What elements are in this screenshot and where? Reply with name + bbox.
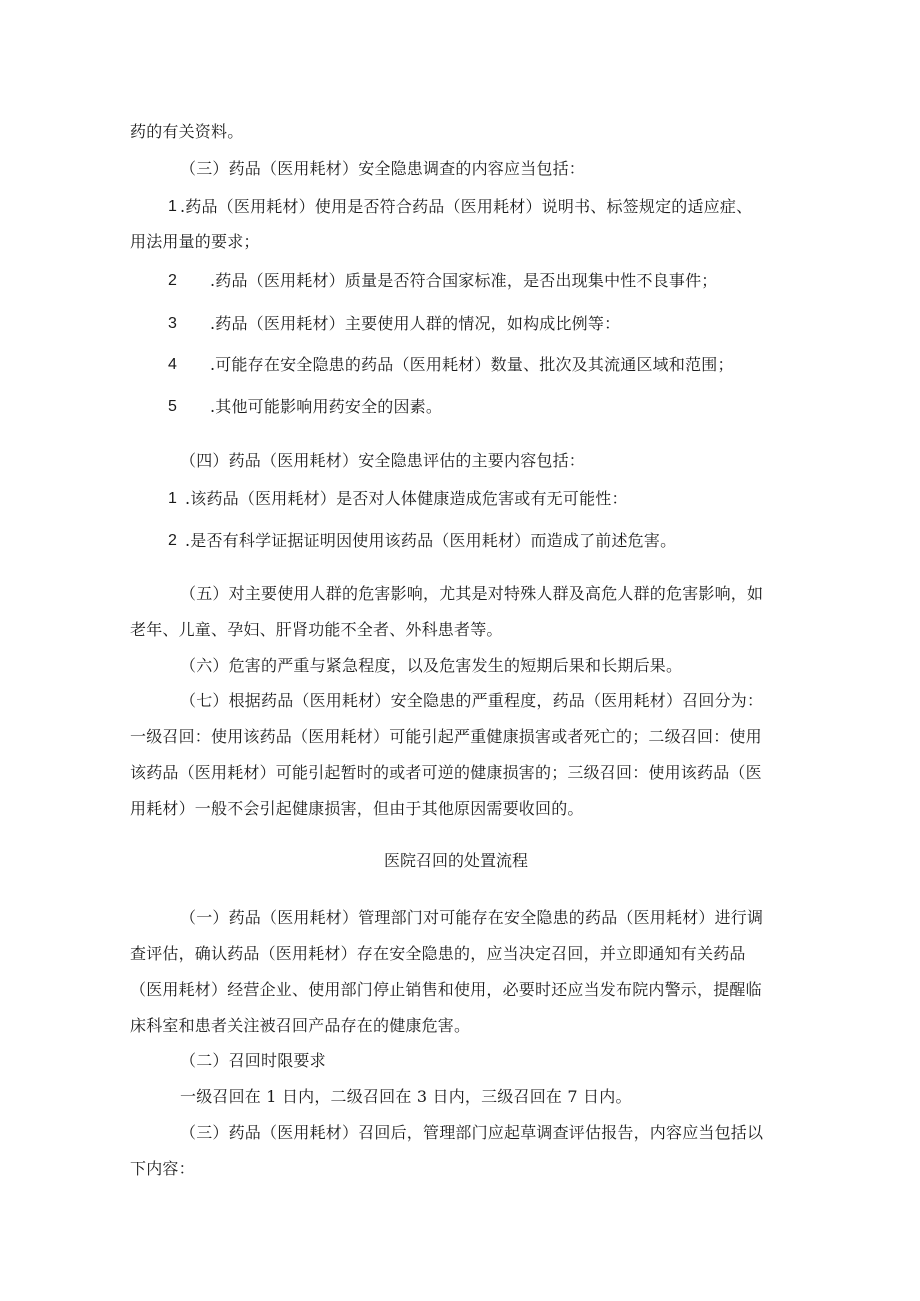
paragraph-seven-line2: 一级召回：使用该药品（医用耗材）可能引起严重健康损害或者死亡的；二级召回：使用 xyxy=(130,727,762,746)
list-item-number: 2 xyxy=(168,532,177,549)
paragraph-seven-line3: 该药品（医用耗材）可能引起暂时的或者可逆的健康损害的；三级召回：使用该药品（医 xyxy=(130,763,762,782)
list-item-number: 5 xyxy=(168,398,177,415)
process-paragraph-two: （二）召回时限要求 xyxy=(180,1051,326,1070)
process-paragraph-one-line3: （医用耗材）经营企业、使用部门停止销售和使用，必要时还应当发布院内警示，提醒临 xyxy=(130,980,762,999)
paragraph-tail: 药的有关资料。 xyxy=(130,122,244,141)
paragraph-seven-line4: 用耗材）一般不会引起健康损害，但由于其他原因需要收回的。 xyxy=(130,799,584,818)
section-title: 医院召回的处置流程 xyxy=(384,851,529,870)
list-item-number: 1 xyxy=(168,490,177,507)
process-paragraph-three: （三）药品（医用耗材）召回后，管理部门应起草调查评估报告，内容应当包括以 xyxy=(180,1123,764,1142)
list-item-text: .药品（医用耗材）主要使用人群的情况，如构成比例等： xyxy=(210,314,621,333)
process-paragraph-one: （一）药品（医用耗材）管理部门对可能存在安全隐患的药品（医用耗材）进行调 xyxy=(180,908,764,927)
paragraph-six: （六）危害的严重与紧急程度，以及危害发生的短期后果和长期后果。 xyxy=(180,656,683,675)
list-item-text: .该药品（医用耗材）是否对人体健康造成危害或有无可能性： xyxy=(185,489,628,508)
list-item-number: 2 xyxy=(168,272,177,289)
list-item-number: 1 xyxy=(168,198,177,215)
paragraph-seven: （七）根据药品（医用耗材）安全隐患的严重程度，药品（医用耗材）召回分为： xyxy=(180,691,764,710)
paragraph-five: （五）对主要使用人群的危害影响，尤其是对特殊人群及高危人群的危害影响，如 xyxy=(180,584,764,603)
process-paragraph-one-line4: 床科室和患者关注被召回产品存在的健康危害。 xyxy=(130,1016,471,1035)
list-item-number: 3 xyxy=(168,315,177,332)
list-item-text: .其他可能影响用药安全的因素。 xyxy=(210,397,443,416)
process-paragraph-three-line2: 下内容： xyxy=(130,1159,195,1178)
heading-three: （三）药品（医用耗材）安全隐患调查的内容应当包括： xyxy=(180,159,586,178)
process-paragraph-one-line2: 查评估，确认药品（医用耗材）存在安全隐患的，应当决定召回，并立即通知有关药品 xyxy=(130,944,746,963)
list-item-number: 4 xyxy=(168,356,177,373)
heading-four: （四）药品（医用耗材）安全隐患评估的主要内容包括： xyxy=(180,451,586,470)
list-item-text: .可能存在安全隐患的药品（医用耗材）数量、批次及其流通区域和范围； xyxy=(210,355,734,374)
paragraph-five-continued: 老年、儿童、孕妇、肝肾功能不全者、外科患者等。 xyxy=(130,620,503,639)
list-item-text: .是否有科学证据证明因使用该药品（医用耗材）而造成了前述危害。 xyxy=(185,531,677,550)
list-item-text: .药品（医用耗材）使用是否符合药品（医用耗材）说明书、标签规定的适应症、 xyxy=(180,197,753,216)
list-item-text-continued: 用法用量的要求； xyxy=(130,232,260,251)
recall-time-limits: 一级召回在 1 日内，二级召回在 3 日内，三级召回在 7 日内。 xyxy=(180,1087,632,1106)
list-item-text: .药品（医用耗材）质量是否符合国家标准，是否出现集中性不良事件； xyxy=(210,271,718,290)
